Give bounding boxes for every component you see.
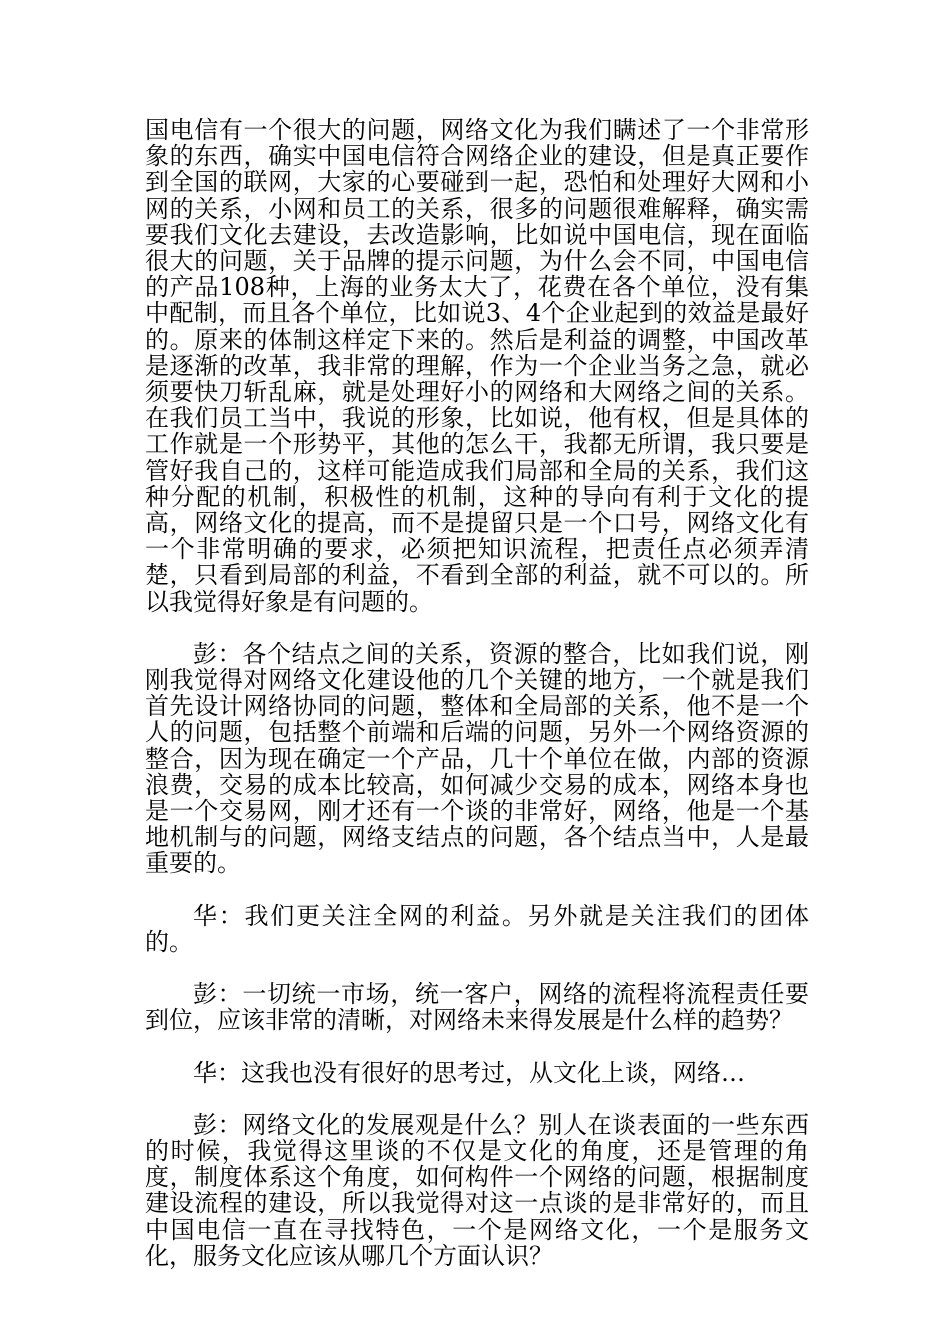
document-page xyxy=(145,117,809,1295)
paragraph-6: 彭：网络文化的发展观是什么？别人在谈表面的一些东西的时候，我觉得这里谈的不仅是文化的角度，还是管理的角度，制度体系这个角度，如何构件一个网络的问题，根据制度建设流程的建设，所以我觉得对这一点谈的是非常好的，而且中国电信一直在寻找特色，一个是网络文化，一个是服务文化，服务文化应该从哪几个方面认识？ xyxy=(145,1110,809,1270)
paragraph-4: 彭：一切统一市场，统一客户，网络的流程将流程责任要到位，应该非常的清晰，对网络未来得发展是什么样的趋势？ xyxy=(145,980,809,1035)
paragraph-3: 华：我们更关注全网的利益。另外就是关注我们的团体的。 xyxy=(145,901,809,956)
paragraph-5: 华：这我也没有很好的思考过，从文化上谈，网络… xyxy=(193,1058,745,1087)
paragraph-1: 国电信有一个很大的问题，网络文化为我们瞒述了一个非常形象的东西，确实中国电信符合网络企业的建设，但是真正要作到全国的联网，大家的心要碰到一起，恐怕和处理好大网和小网的关系，小网和员工的关系，很多的问题很难解释，确实需要我们文化去建设，去改造影响，比如说中国电信，现在面临很大的问题，关于品牌的提示问题，为什么会不同，中国电信的产品108种，上海的业务太大了，花费在各个单位，没有集中配制，而且各个单位，比如说3、4个企业起到的效益是最好的。原来的体制这样定下来的。然后是利益的调整，中国改革是逐渐的改革，我非常的理解，作为一个企业当务之急，就必须要快刀斩乱麻，就是处理好小的网络和大网络之间的关系。在我们员工当中，我说的形象，比如说，他有权，但是具体的工作就是一个形势平，其他的怎么干，我都无所谓，我只要是管好我自己的，这样可能造成我们局部和全局的关系，我们这种分配的机制，积极性的机制，这种的导向有利于文化的提高，网络文化的提高，而不是提留只是一个口号，网络文化有一个非常明确的要求，必须把知识流程，把责任点必须弄清楚，只看到局部的利益，不看到全部的利益，就不可以的。所以我觉得好象是有问题的。 xyxy=(145,116,809,616)
paragraph-2: 彭：各个结点之间的关系，资源的整合，比如我们说，刚刚我觉得对网络文化建设他的几个关键的地方，一个就是我们首先设计网络协同的问题，整体和全局部的关系，他不是一个人的问题，包括整个前端和后端的问题，另外一个网络资源的整合，因为现在确定一个产品，几十个单位在做，内部的资源浪费，交易的成本比较高，如何减少交易的成本，网络本身也是一个交易网，刚才还有一个谈的非常好，网络，他是一个基地机制与的问题，网络支结点的问题，各个结点当中，人是最重要的。 xyxy=(145,639,809,878)
